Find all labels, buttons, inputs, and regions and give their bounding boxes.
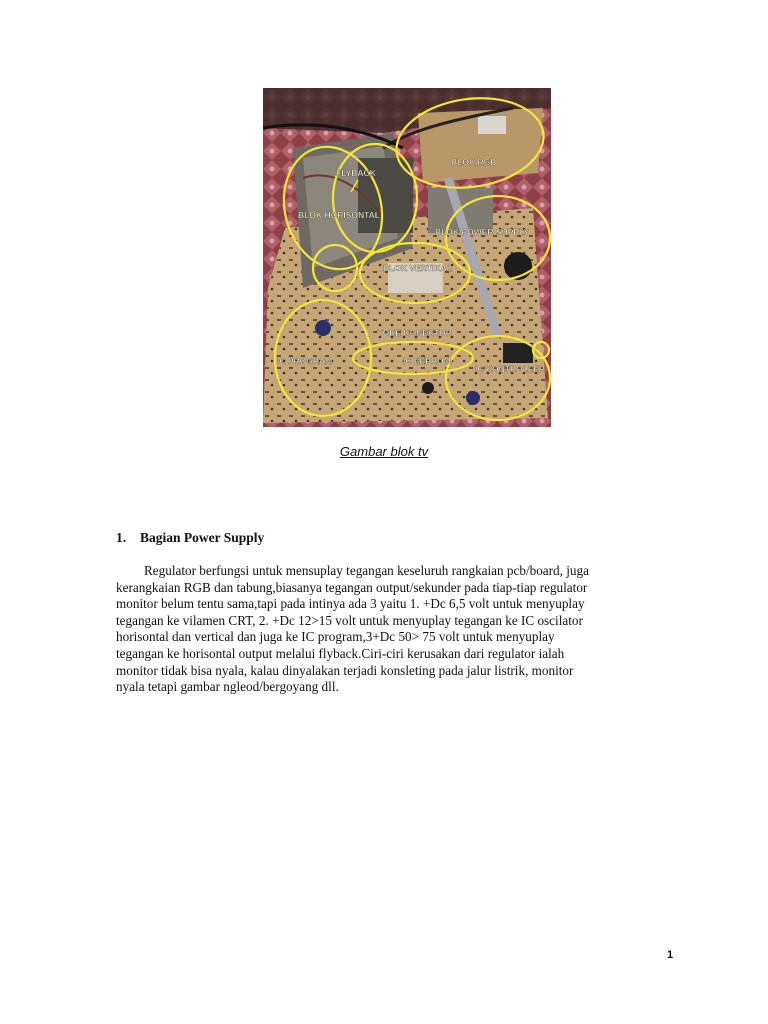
label-blok-rgb: BLOK RGB — [451, 157, 497, 167]
section-paragraph — [116, 563, 662, 696]
paragraph-line: monitor belum tentu sama,tapi pada intinya ada 3 yaitu 1. +Dc 6,5 volt untuk menyuplay — [116, 596, 585, 612]
label-yoke-konektor: YOKE KONEKTOR — [377, 328, 452, 338]
tv-board-photo — [263, 88, 551, 427]
label-ic-program: IC PROGRAM — [277, 356, 333, 366]
label-ic-eeprom: IC EEPROM — [403, 356, 451, 366]
paragraph-line: Regulator berfungsi untuk mensuplay tegangan keseluruh rangkaian pcb/board, juga — [144, 563, 589, 578]
label-flyback: FLYBACK — [336, 168, 376, 178]
label-blok-power-supply: BLOK POWER SUPPLY — [435, 227, 530, 237]
paragraph-line: tegangan ke vilamen CRT, 2. +Dc 12>15 volt untuk menyuplay tegangan ke IC oscilator — [116, 612, 583, 628]
label-blok-vertikal: BLOK VERTIKAL — [383, 263, 452, 273]
paragraph-line: monitor tidak bisa nyala, kalau dinyalakan terjadi konsleting pada jalur listrik, monitor — [116, 662, 574, 678]
paragraph-line: tegangan ke horisontal output melalui flyback.Ciri-ciri kerusakan dari regulator ialah — [116, 645, 565, 661]
figure-caption: Gambar blok tv — [339, 444, 429, 459]
label-ic-kontroller: IC KONTROLLER — [475, 364, 545, 374]
section-number: 1. — [116, 530, 127, 545]
paragraph-line: kerangkaian RGB dan tabung,biasanya tegangan output/sekunder pada tiap-tiap regulator — [116, 579, 588, 595]
section-heading — [116, 530, 264, 546]
label-blok-horisontal: BLOK HORISONTAL — [298, 210, 381, 220]
paragraph-line: nyala tetapi gambar ngleod/bergoyang dll. — [116, 679, 339, 695]
paragraph-line: horisontal dan vertical dan juga ke IC program,3+Dc 50> 75 volt untuk menyuplay — [116, 629, 555, 645]
page-number: 1 — [667, 949, 674, 961]
section-title: Bagian Power Supply — [140, 530, 265, 545]
